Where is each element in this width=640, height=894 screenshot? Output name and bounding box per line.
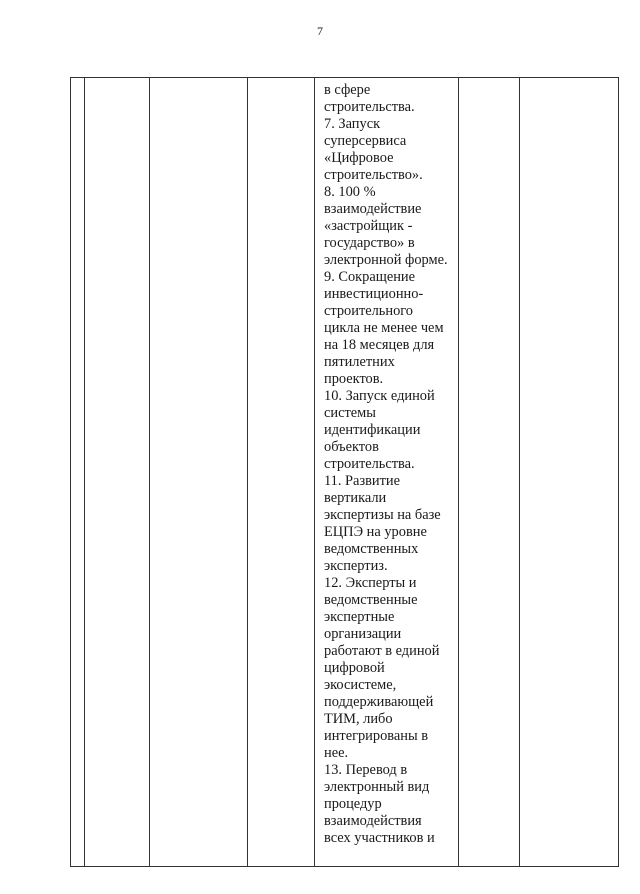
results-text (324, 82, 452, 847)
text-line: объектов (324, 439, 379, 455)
page-number: 7 (317, 24, 323, 38)
text-line: 11. Развитие (324, 473, 401, 489)
text-line: экосистеме, (324, 677, 397, 693)
text-line: строительство». (324, 167, 423, 183)
table-cell-col1 (71, 78, 85, 867)
text-line: строительства. (324, 456, 415, 472)
text-line: ЕЦПЭ на уровне (324, 524, 427, 540)
text-line: ведомственные (324, 592, 418, 608)
text-line: экспертиз. (324, 558, 388, 574)
table-cell-col3 (150, 78, 248, 867)
text-line: взаимодействие (324, 201, 422, 217)
text-line: интегрированы в (324, 728, 429, 744)
text-line: организации (324, 626, 402, 642)
text-line: 10. Запуск единой (324, 388, 435, 404)
text-line: государство» в (324, 235, 415, 251)
text-line: 7. Запуск (324, 116, 381, 132)
text-line: электронный вид (324, 779, 430, 795)
text-line: электронной форме. (324, 252, 448, 268)
text-line: 8. 100 % (324, 184, 376, 200)
text-line: 9. Сокращение (324, 269, 416, 285)
table-cell-col2 (85, 78, 150, 867)
text-line: проектов. (324, 371, 384, 387)
text-line: 13. Перевод в (324, 762, 408, 778)
text-line: работают в единой (324, 643, 440, 659)
text-line: процедур (324, 796, 382, 812)
text-line: ведомственных (324, 541, 419, 557)
text-line: поддерживающей (324, 694, 434, 710)
text-line: экспертные (324, 609, 395, 625)
text-line: строительного (324, 303, 413, 319)
text-line: цикла не менее чем (324, 320, 444, 336)
text-line: инвестиционно- (324, 286, 424, 302)
text-line: «Цифровое (324, 150, 394, 166)
text-line: суперсервиса (324, 133, 407, 149)
document-table (70, 77, 619, 867)
text-line: идентификации (324, 422, 421, 438)
table-cell-col7 (520, 78, 619, 867)
table-cell-results (315, 78, 459, 867)
text-line: ТИМ, либо (324, 711, 393, 727)
text-line: цифровой (324, 660, 385, 676)
text-line: в сфере (324, 82, 371, 98)
text-line: 12. Эксперты и (324, 575, 417, 591)
text-line: строительства. (324, 99, 415, 115)
table-row (71, 78, 619, 867)
text-line: на 18 месяцев для (324, 337, 435, 353)
text-line: взаимодействия (324, 813, 422, 829)
text-line: системы (324, 405, 376, 421)
text-line: «застройщик - (324, 218, 413, 234)
text-line: пятилетних (324, 354, 395, 370)
text-line: нее. (324, 745, 349, 761)
table-cell-col4 (248, 78, 315, 867)
table-cell-col6 (459, 78, 520, 867)
text-line: всех участников и (324, 830, 435, 846)
text-line: экспертизы на базе (324, 507, 441, 523)
text-line: вертикали (324, 490, 387, 506)
